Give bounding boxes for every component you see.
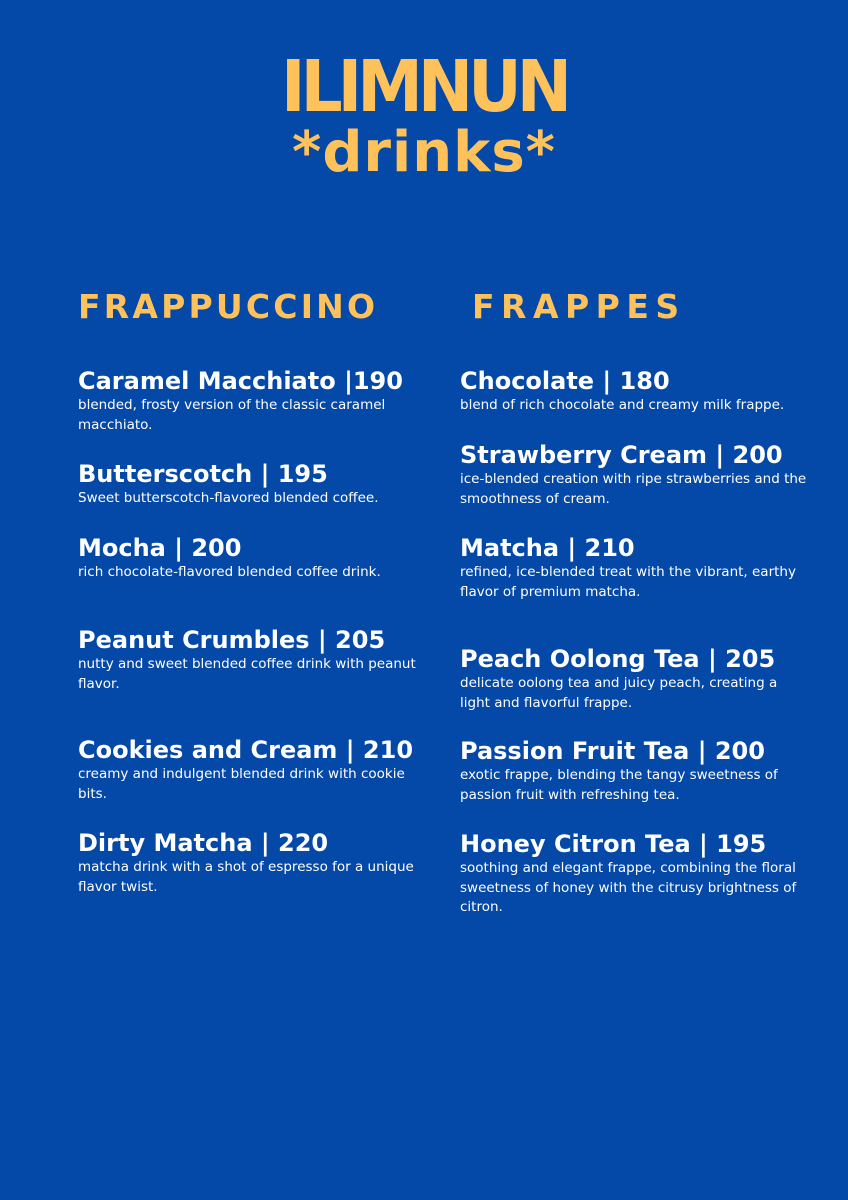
menu-item-description: exotic frappe, blending the tangy sweetness of passion fruit with refreshing tea. (460, 767, 778, 803)
menu-item-name: Chocolate | 180 (460, 367, 670, 395)
menu-item-name: Cookies and Cream | 210 (78, 736, 414, 764)
brand-name: ILIMNUN (281, 44, 567, 129)
menu-item-caramel-macchiato (78, 366, 430, 435)
menu-item-chocolate (460, 366, 810, 416)
menu-item-description: blended, frosty version of the classic caramel macchiato. (78, 397, 386, 433)
menu-item-name: Strawberry Cream | 200 (460, 441, 783, 469)
menu-item-name: Caramel Macchiato |190 (78, 367, 403, 395)
section-title-frappes: FRAPPES (472, 287, 686, 326)
menu-item-description: refined, ice-blended treat with the vibrant, earthy flavor of premium matcha. (460, 564, 796, 600)
menu-item-name: Dirty Matcha | 220 (78, 829, 329, 857)
menu-item-description: rich chocolate-flavored blended coffee drink. (78, 564, 381, 580)
menu-item-name: Matcha | 210 (460, 534, 635, 562)
menu-item-butterscotch (78, 459, 430, 509)
menu-item-cookies-and-cream (78, 735, 430, 804)
menu-item-description: ice-blended creation with ripe strawberries and the smoothness of cream. (460, 471, 807, 507)
menu-item-description: blend of rich chocolate and creamy milk frappe. (460, 397, 785, 413)
menu-item-name: Passion Fruit Tea | 200 (460, 737, 765, 765)
menu-item-peanut-crumbles (78, 625, 430, 694)
menu-item-description: soothing and elegant frappe, combining the floral sweetness of honey with the citrusy brightness of citron. (460, 860, 797, 915)
menu-item-dirty-matcha (78, 828, 430, 897)
menu-item-name: Peach Oolong Tea | 205 (460, 645, 776, 673)
menu-item-honey-citron-tea (460, 829, 810, 918)
menu-item-description: creamy and indulgent blended drink with cookie bits. (78, 766, 405, 802)
brand-subtitle: *drinks* (292, 120, 556, 185)
menu-item-passion-fruit-tea (460, 736, 810, 805)
menu-item-peach-oolong-tea (460, 644, 810, 713)
menu-item-description: delicate oolong tea and juicy peach, creating a light and flavorful frappe. (460, 675, 778, 711)
menu-item-description: matcha drink with a shot of espresso for a unique flavor twist. (78, 859, 414, 895)
menu-item-mocha (78, 533, 430, 583)
menu-item-name: Butterscotch | 195 (78, 460, 328, 488)
menu-item-description: Sweet butterscotch-flavored blended coffee. (78, 490, 379, 506)
menu-item-name: Peanut Crumbles | 205 (78, 626, 386, 654)
section-title-frappuccino: FRAPPUCCINO (78, 287, 379, 326)
menu-item-name: Honey Citron Tea | 195 (460, 830, 767, 858)
menu-item-name: Mocha | 200 (78, 534, 242, 562)
menu-item-strawberry-cream (460, 440, 810, 509)
menu-item-matcha (460, 533, 810, 602)
menu-item-description: nutty and sweet blended coffee drink with peanut flavor. (78, 656, 416, 692)
